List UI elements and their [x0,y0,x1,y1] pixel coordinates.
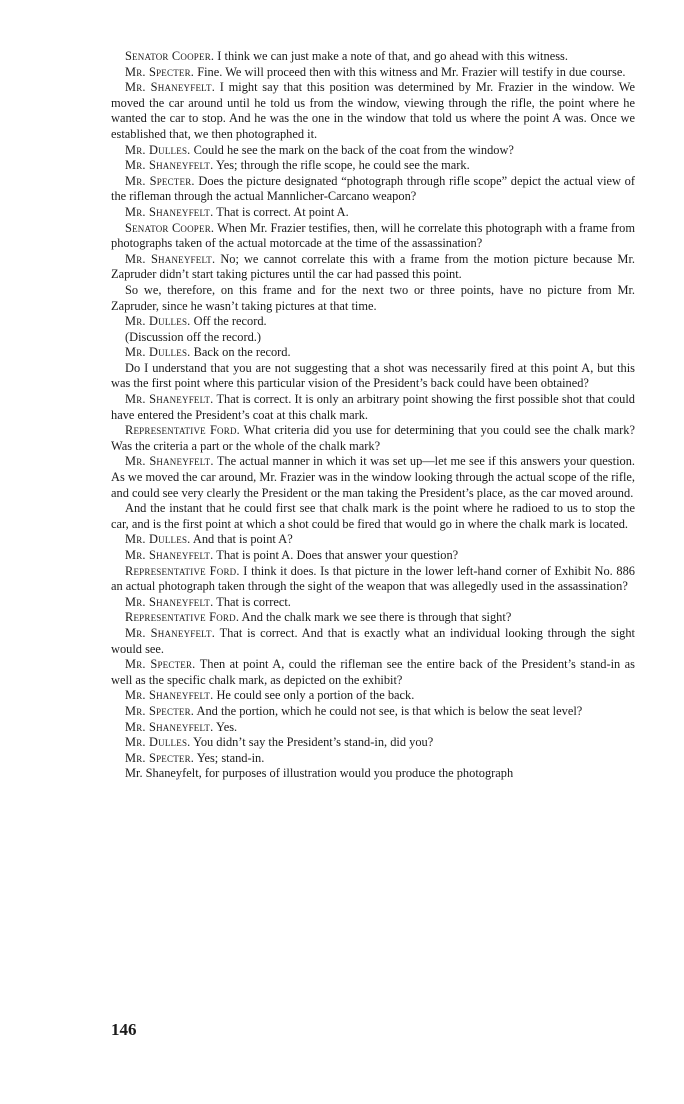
paragraph-text: He could see only a portion of the back. [213,688,415,703]
speaker-name: Mr. Shaneyfelt. [125,719,214,734]
paragraph [111,720,635,736]
speaker-name: Senator Cooper. [125,220,215,235]
paragraph-text: I think we can just make a note of that, and go ahead with this witness. [214,49,568,63]
page-number: 146 [111,1020,137,1039]
paragraph [111,766,635,782]
paragraph [111,392,635,423]
paragraph [111,626,635,657]
paragraph [111,330,635,346]
paragraph-text: Off the record. [190,314,267,329]
paragraph-text: Fine. We will proceed then with this witness and Mr. Frazier will testify in due course. [194,64,626,79]
speaker-name: Mr. Dulles. [125,735,191,750]
paragraph [111,221,635,252]
speaker-name: Mr. Dulles. [125,314,191,329]
paragraph [111,158,635,174]
paragraph-text: Back on the record. [190,345,291,360]
paragraph [111,704,635,720]
paragraph-text: So we, therefore, on this frame and for the next two or three points, have no picture from Mr. Zapruder, since he wasn’t taking pictures at that time. [111,282,635,313]
paragraph-text: You didn’t say the President’s stand-in, did you? [190,735,434,750]
speaker-name: Mr. Shaneyfelt. [125,251,216,266]
paragraph [111,657,635,688]
paragraph [111,345,635,361]
speaker-name: Mr. Shaneyfelt. [125,392,214,407]
paragraph-text: No; we cannot correlate this with a frame from the motion picture because Mr. Zapruder didn’t start taking pictures until the car had passed this point. [111,251,635,282]
speaker-name: Mr. Shaneyfelt. [125,158,214,173]
speaker-name: Mr. Specter. [125,173,195,188]
speaker-name: Mr. Shaneyfelt. [125,548,214,562]
paragraph-text: That is correct. It is only an arbitrary point showing the first possible shot that could have entered the President’s coat at this chalk mark. [111,392,636,422]
paragraph-text: And the portion, which he could not see, is that which is below the seat level? [194,703,583,718]
speaker-name: Mr. Dulles. [125,345,191,360]
paragraph [111,751,635,767]
speaker-name: Representative Ford. [125,423,240,438]
paragraph [111,735,635,751]
speaker-name: Mr. Specter. [125,750,195,765]
speaker-name: Representative Ford. [125,563,240,578]
paragraph-text: I might say that this position was determined by Mr. Frazier in the window. We moved the car around until he told us from the window, viewing through the rifle, the point where he wanted the car to stop. And he was the one in the window that told us where the point A was. Once we established that, we then photographed it. [111,80,635,141]
speaker-name: Mr. Shaneyfelt. [125,594,214,609]
paragraph-text: When Mr. Frazier testifies, then, will he correlate this photograph with a frame from photographs taken of the actual motorcade at the time of the assassination? [111,220,635,251]
paragraph [111,252,635,283]
paragraph [111,361,635,392]
paragraph-text: The actual manner in which it was set up—let me see if this answers your question. As we moved the car around, Mr. Frazier was in the window looking through the actual scope of the rifle, and could see very clearly the President or the man taking the President’s place, as the car moved around. [111,454,636,500]
paragraph-text: That is point A. Does that answer your question? [213,548,459,562]
paragraph [111,564,635,595]
paragraph-text: Do I understand that you are not suggesting that a shot was necessarily fired at this point A, but this was the first point where this particular vision of the President’s back could have been obtained? [111,360,635,391]
paragraph [111,314,635,330]
paragraph-text: Yes; through the rifle scope, he could see the mark. [213,158,470,173]
paragraph-text: And the instant that he could first see that chalk mark is the point where he radioed to us to stop the car, and is the first point at which a shot could be fired that would go in where the chalk mark is located. [111,501,635,531]
paragraph-text: Does the picture designated “photograph through rifle scope” depict the actual view of the rifleman through the actual Mannlicher-Carcano weapon? [111,173,635,204]
speaker-name: Senator Cooper. [125,49,215,63]
speaker-name: Representative Ford. [125,610,240,625]
paragraph-text: What criteria did you use for determining that you could see the chalk mark? Was the criteria a part or the whole of the chalk mark? [111,423,635,453]
paragraph [111,454,635,501]
speaker-name: Mr. Specter. [125,703,195,718]
paragraph-text: I think it does. Is that picture in the lower left-hand corner of Exhibit No. 886 an actual photograph taken through the sight of the weapon that was allegedly used in the assassination? [111,563,635,594]
speaker-name: Mr. Shaneyfelt. [125,625,216,640]
paragraph [111,610,635,626]
paragraph-text: That is correct. And that is exactly what an individual looking through the sight would see. [111,625,635,656]
speaker-name: Mr. Specter. [125,657,196,672]
paragraph [111,283,635,314]
paragraph [111,595,635,611]
paragraph-text: Then at point A, could the rifleman see the entire back of the President’s stand-in as well as the specific chalk mark, as depicted on the exhibit? [111,657,635,687]
paragraph-text: Yes; stand-in. [194,750,265,765]
transcript-body [111,49,635,782]
speaker-name: Mr. Shaneyfelt. [125,80,216,95]
paragraph [111,174,635,205]
paragraph-text: That is correct. [213,594,291,609]
paragraph [111,688,635,704]
paragraph-text: (Discussion off the record.) [125,329,262,344]
paragraph [111,80,635,142]
paragraph [111,205,635,221]
speaker-name: Mr. Dulles. [125,142,191,157]
paragraph-text: Could he see the mark on the back of the coat from the window? [190,142,514,157]
speaker-name: Mr. Dulles. [125,532,191,547]
paragraph [111,143,635,159]
speaker-name: Mr. Shaneyfelt. [125,688,214,703]
paragraph [111,548,635,564]
paragraph [111,532,635,548]
paragraph [111,65,635,81]
paragraph [111,49,635,65]
speaker-name: Mr. Shaneyfelt. [125,204,214,219]
paragraph-text: And the chalk mark we see there is through that sight? [239,610,512,625]
paragraph-text: Mr. Shaneyfelt, for purposes of illustration would you produce the photograph [125,766,514,781]
paragraph [111,423,635,454]
speaker-name: Mr. Shaneyfelt. [125,454,214,469]
paragraph-text: Yes. [213,719,238,734]
paragraph-text: That is correct. At point A. [213,204,349,219]
speaker-name: Mr. Specter. [125,64,195,79]
paragraph [111,501,635,532]
paragraph-text: And that is point A? [190,532,293,547]
